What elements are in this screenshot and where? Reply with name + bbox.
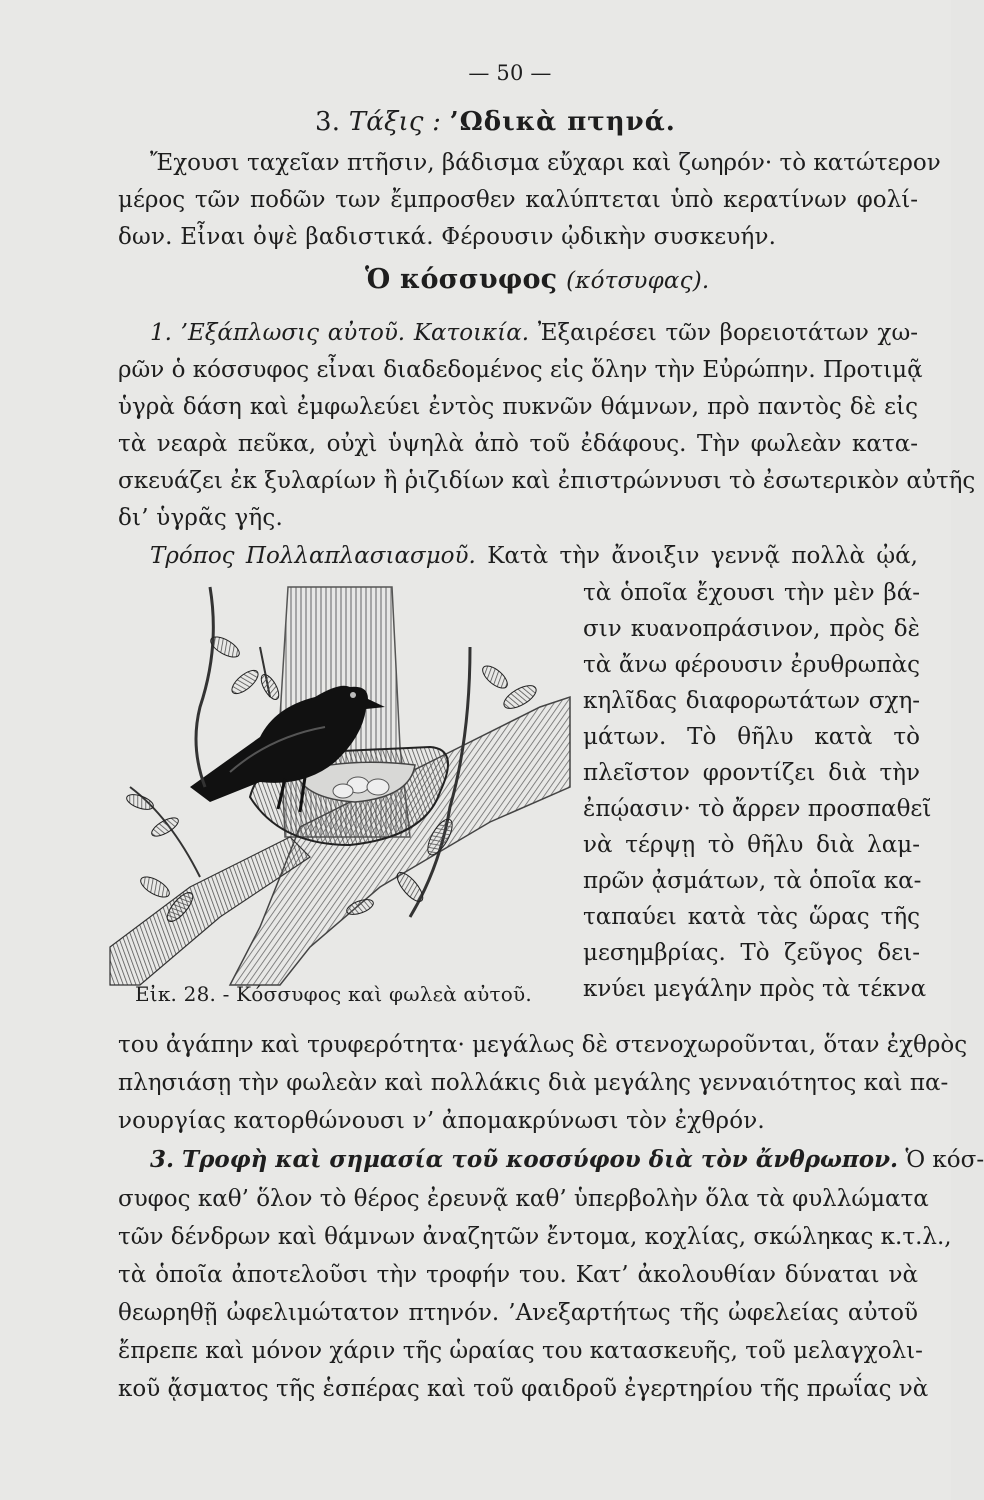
para3-first-line	[150, 1145, 984, 1175]
para3-line: τῶν δένδρων καὶ θάμνων ἀναζητῶν ἔντομα, κοχλίας, σκώληκας κ.τ.λ.,	[118, 1224, 952, 1250]
intro-line-3: δων. Εἶναι ὀψὲ βαδιστικά. Φέρουσιν ᾠδικὴν συσκευήν.	[118, 224, 777, 250]
species-name: Ὁ κόσσυφος	[365, 264, 558, 295]
page-number: — 50 —	[468, 61, 552, 85]
blackbird-illustration	[110, 587, 570, 985]
para3-line: ἔπρεπε καὶ μόνον χάριν τῆς ὡραίας του κατασκευῆς, τοῦ μελαγχολι-	[118, 1338, 923, 1364]
figure-caption: Εἰκ. 28. - Κόσσυφος καὶ φωλεὰ αὐτοῦ.	[135, 982, 532, 1006]
para2-wrap-line: πλεῖστον φροντίζει διὰ τὴν	[583, 760, 920, 786]
para3-lead: 3. Τροφὴ καὶ σημασία τοῦ κοσσύφου διὰ τὸν ἄνθρωπον.	[150, 1146, 899, 1173]
para2-wrap-line: πρῶν ᾀσμάτων, τὰ ὁποῖα κα-	[583, 868, 922, 894]
section-number: 3.	[315, 107, 341, 137]
para2-wrap-line: μάτων. Τὸ θῆλυ κατὰ τὸ	[583, 724, 920, 750]
para2-wrap-line: κηλῖδας διαφορωτάτων σχη-	[583, 688, 920, 714]
para2-wrap-line: τὰ ἄνω φέρουσιν ἐρυθρωπὰς	[583, 652, 920, 678]
para2-wrap-line: σιν κυανοπράσινον, πρὸς δὲ	[583, 616, 920, 642]
species-heading	[365, 265, 709, 296]
para2-line: πλησιάσῃ τὴν φωλεὰν καὶ πολλάκις διὰ μεγάλης γενναιότητος καὶ πα-	[118, 1070, 949, 1096]
para1-last-line: δι’ ὑγρᾶς γῆς.	[118, 505, 283, 531]
para2-first-line	[150, 541, 918, 571]
para3-first-rest: Ὁ κόσ-	[905, 1147, 984, 1173]
para1-line: ὑγρὰ δάση καὶ ἐμφωλεύει ἐντὸς πυκνῶν θάμνων, πρὸ παντὸς δὲ εἰς	[118, 394, 918, 420]
section-heading	[315, 107, 676, 137]
para1-first-line	[150, 318, 918, 348]
para1-line: σκευάζει ἐκ ξυλαρίων ἢ ῥιζιδίων καὶ ἐπιστρώννυσι τὸ ἐσωτερικὸν αὐτῆς	[118, 468, 976, 494]
species-alt-name: (κότσυφας).	[566, 268, 710, 294]
para2-first-rest: Κατὰ τὴν ἄνοιξιν γεννᾷ πολλὰ ᾠά,	[487, 543, 918, 569]
para3-line: κοῦ ᾄσματος τῆς ἑσπέρας καὶ τοῦ φαιδροῦ ἐγερτηρίου τῆς πρωΐας νὰ	[118, 1376, 929, 1402]
para2-last-line: νουργίας κατορθώνουσι ν’ ἀπομακρύνωσι τὸν ἐχθρόν.	[118, 1108, 765, 1134]
para3-line: συφος καθ’ ὅλον τὸ θέρος ἐρευνᾷ καθ’ ὑπερβολὴν ὅλα τὰ φυλλώματα	[118, 1186, 929, 1212]
para1-line: τὰ νεαρὰ πεῦκα, οὐχὶ ὑψηλὰ ἀπὸ τοῦ ἐδάφους. Τὴν φωλεὰν κατα-	[118, 431, 918, 457]
para2-wrap-line: μεσημβρίας. Τὸ ζεῦγος δει-	[583, 940, 920, 966]
para2-lead: Τρόπος Πολλαπλασιασμοῦ.	[150, 543, 476, 569]
intro-line-1: Ἔχουσι ταχεῖαν πτῆσιν, βάδισμα εὔχαρι καὶ ζωηρόν· τὸ κατώτερον	[150, 150, 941, 176]
section-label: Τάξις :	[348, 107, 442, 137]
para3-line: θεωρηθῇ ὠφελιμώτατον πτηνόν. ’Ανεξαρτήτως τῆς ὠφελείας αὐτοῦ	[118, 1300, 918, 1326]
para2-line: του ἀγάπην καὶ τρυφερότητα· μεγάλως δὲ στενοχωροῦνται, ὅταν ἐχθρὸς	[118, 1032, 968, 1058]
para1-lead: 1. ’Εξάπλωσις αὐτοῦ. Κατοικία.	[150, 320, 530, 346]
para1-line: ρῶν ὁ κόσσυφος εἶναι διαδεδομένος εἰς ὅλην τὴν Εὐρώπην. Προτιμᾷ	[118, 357, 923, 383]
para1-first-rest: Ἐξαιρέσει τῶν βορειοτάτων χω-	[537, 320, 918, 346]
para2-wrap-line: τὰ ὁποῖα ἔχουσι τὴν μὲν βά-	[583, 580, 920, 606]
para2-wrap-line: ἐπῴασιν· τὸ ἄρρεν προσπαθεῖ	[583, 796, 932, 822]
para3-line: τὰ ὁποῖα ἀποτελοῦσι τὴν τροφήν του. Κατ’ ἀκολουθίαν δύναται νὰ	[118, 1262, 918, 1288]
intro-line-2: μέρος τῶν ποδῶν των ἔμπροσθεν καλύπτεται ὑπὸ κερατίνων φολί-	[118, 187, 918, 213]
para2-wrap-line: ταπαύει κατὰ τὰς ὥρας τῆς	[583, 904, 920, 930]
para2-wrap-line: κνύει μεγάλην πρὸς τὰ τέκνα	[583, 976, 927, 1002]
section-title: ’Ωδικὰ πτηνά.	[449, 107, 676, 137]
para2-wrap-line: νὰ τέρψῃ τὸ θῆλυ διὰ λαμ-	[583, 832, 920, 858]
